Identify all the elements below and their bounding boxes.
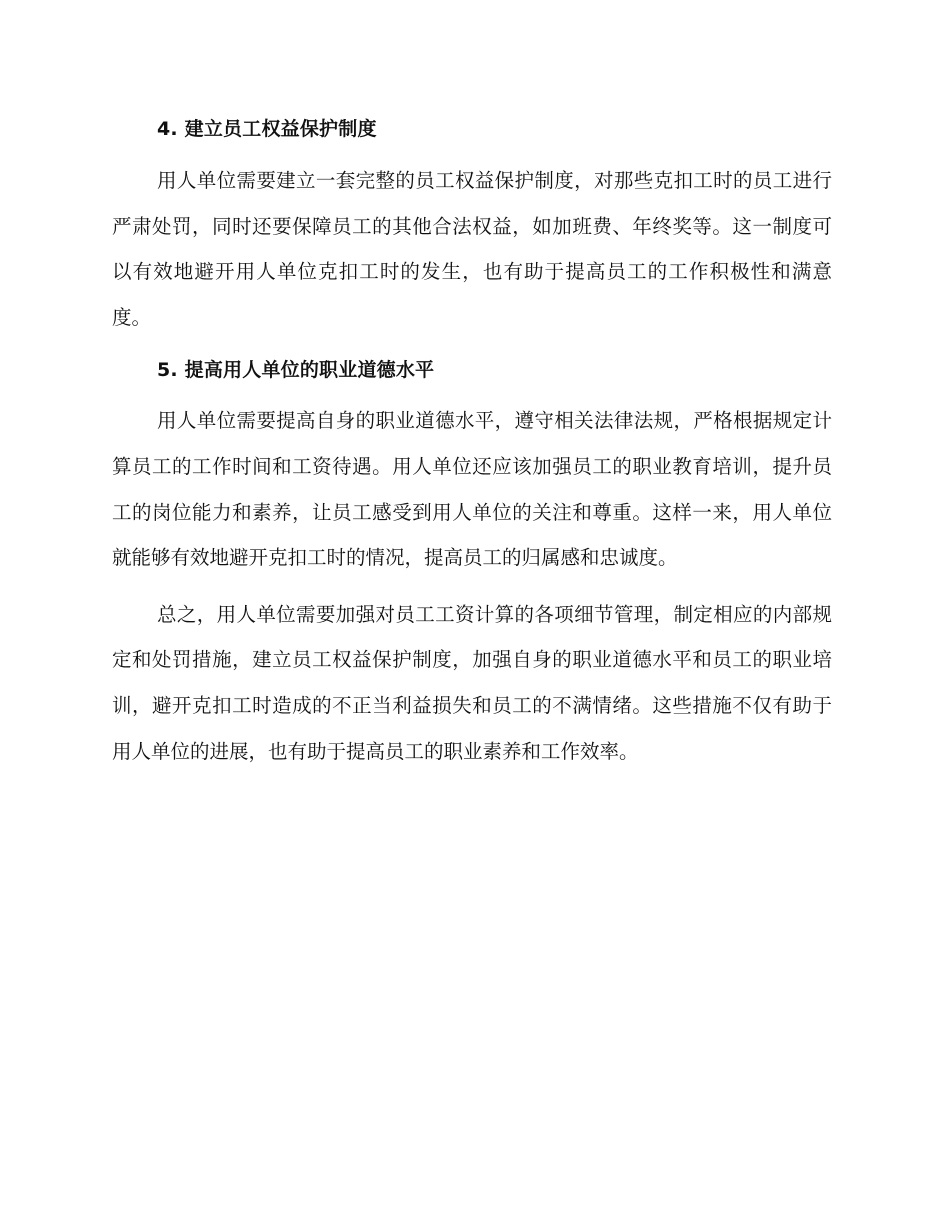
document-body: [112, 111, 832, 774]
section-paragraph-5: 用人单位需要提高自身的职业道德水平，遵守相关法律法规，严格根据规定计算员工的工作时间和工资待遇。用人单位还应该加强员工的职业教育培训，提升员工的岗位能力和素养，让员工感受到用人单位的关注和尊重。这样一来，用人单位就能够有效地避开克扣工时的情况，提高员工的归属感和忠诚度。: [112, 409, 832, 570]
conclusion-paragraph: 总之，用人单位需要加强对员工工资计算的各项细节管理，制定相应的内部规定和处罚措施，建立员工权益保护制度，加强自身的职业道德水平和员工的职业培训，避开克扣工时造成的不正当利益损失和员工的不满情绪。这些措施不仅有助于用人单位的进展，也有助于提高员工的职业素养和工作效率。: [112, 602, 832, 763]
section-heading-4: 4. 建立员工权益保护制度: [157, 118, 377, 140]
section-heading-5: 5. 提高用人单位的职业道德水平: [157, 359, 435, 382]
section-paragraph-4: 用人单位需要建立一套完整的员工权益保护制度，对那些克扣工时的员工进行严肃处罚，同时还要保障员工的其他合法权益，如加班费、年终奖等。这一制度可以有效地避开用人单位克扣工时的发生，也有助于提高员工的工作积极性和满意度。: [112, 169, 832, 329]
